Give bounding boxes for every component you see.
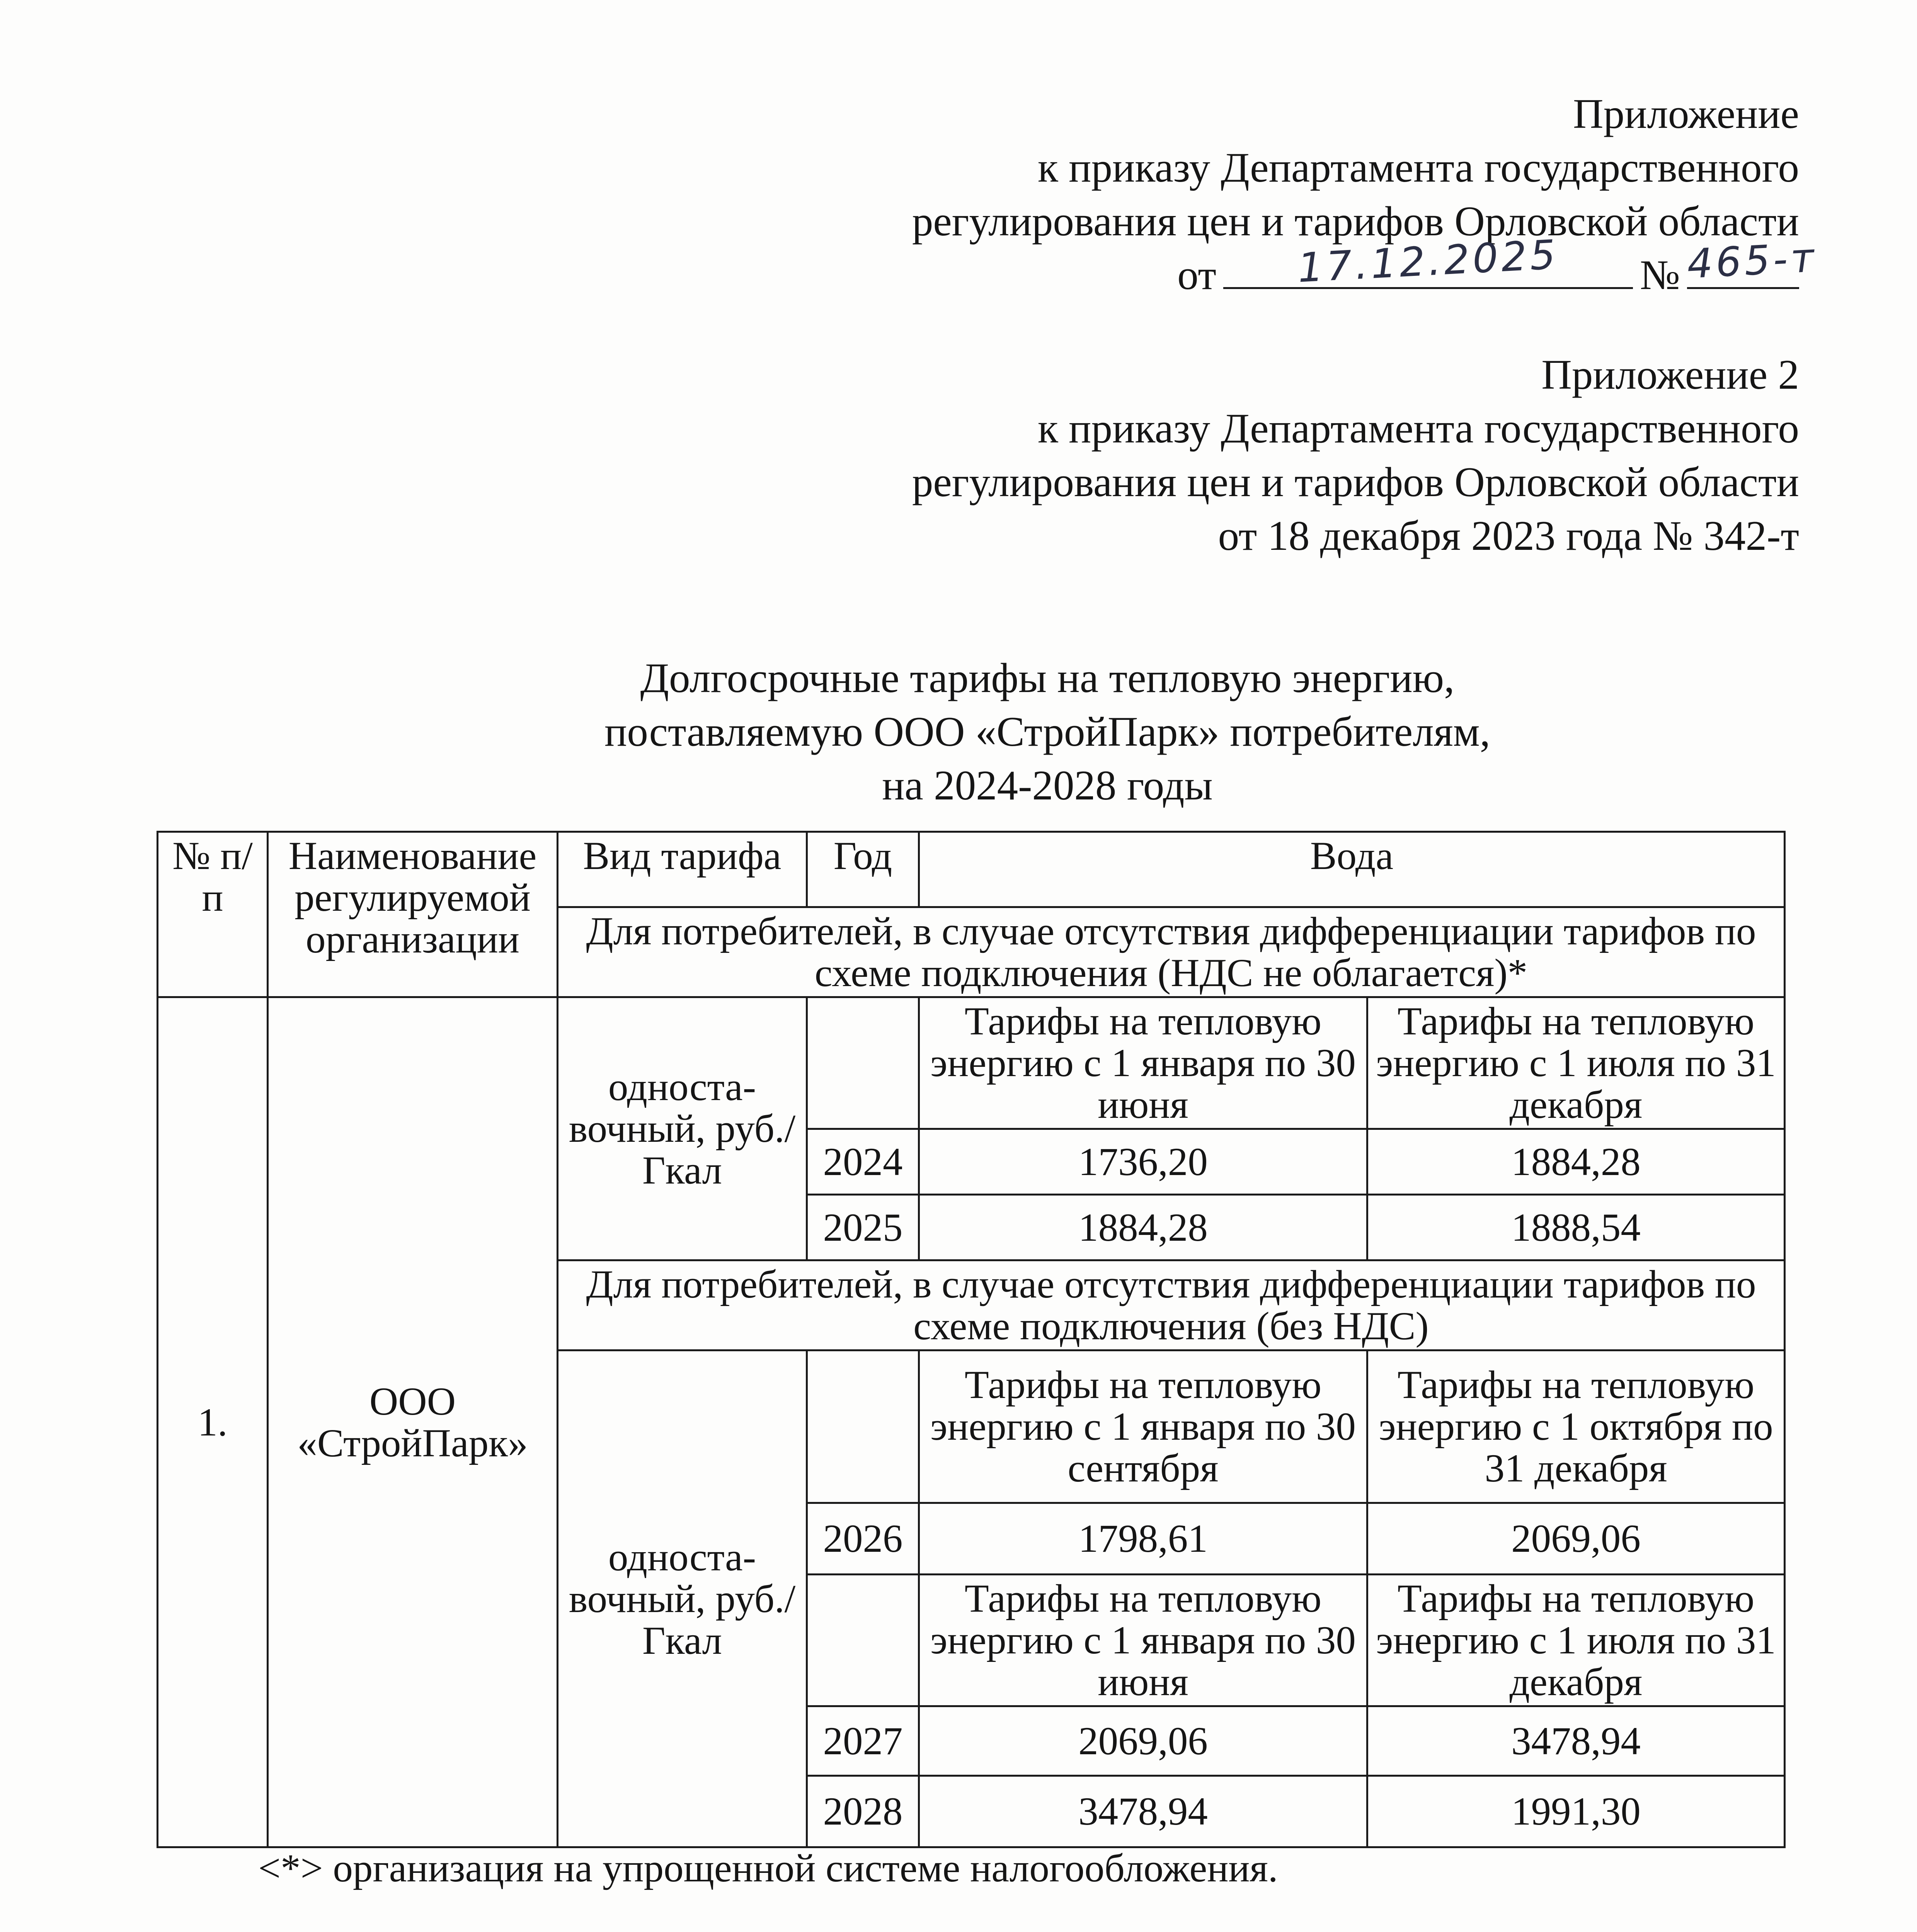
organization-name-cell: ООО «СтройПарк» xyxy=(268,997,558,1847)
handwritten-date: 17.12.2025 xyxy=(1296,231,1560,292)
section2-period2-header: Тарифы на тепловую энергию с 1 октября по 31 декабря xyxy=(1367,1350,1785,1503)
section2-period4-header: Тарифы на тепловую энергию с 1 июля по 31 декабря xyxy=(1367,1575,1785,1706)
handwritten-number: 465-т xyxy=(1686,234,1818,288)
tariff-value-cell: 2069,06 xyxy=(1367,1503,1785,1575)
title-line-3: на 2024-2028 годы xyxy=(882,762,1213,809)
amendment-header xyxy=(912,87,1818,302)
document-title xyxy=(0,651,1917,812)
section2-tariff-type-cell: односта-вочный, руб./Гкал xyxy=(558,1350,807,1847)
header2-order-line: к приказу Департамента государственного xyxy=(1037,405,1799,452)
section1-period1-header: Тарифы на тепловую энергию с 1 января по 30 июня xyxy=(919,997,1367,1129)
header2-appendix-label: Приложение 2 xyxy=(1541,351,1799,398)
section2-period1-header: Тарифы на тепловую энергию с 1 января по 30 сентября xyxy=(919,1350,1367,1503)
table-header-row xyxy=(158,832,1785,907)
number-blank xyxy=(1686,234,1818,289)
year-cell: 2024 xyxy=(807,1129,919,1195)
section2-empty-year-cell xyxy=(807,1350,919,1503)
tariff-value-cell: 3478,94 xyxy=(1367,1706,1785,1776)
header-number-cell: № п/п xyxy=(158,832,268,997)
tariff-value-cell: 2069,06 xyxy=(919,1706,1367,1776)
tariff-value-cell: 1991,30 xyxy=(1367,1776,1785,1847)
header-organization-cell: Наименование регулируемой организации xyxy=(268,832,558,997)
section1-empty-year-cell xyxy=(807,997,919,1129)
header-date-number-line xyxy=(912,231,1818,302)
tariff-value-cell: 1884,28 xyxy=(1367,1129,1785,1195)
tariff-value-cell: 3478,94 xyxy=(919,1776,1367,1847)
date-prefix: от xyxy=(1177,252,1216,298)
header-order-line: к приказу Департамента государственного xyxy=(1037,144,1799,191)
header2-date-line: от 18 декабря 2023 года № 342-т xyxy=(1218,512,1799,559)
section2-empty-year-cell-2 xyxy=(807,1575,919,1706)
year-cell: 2027 xyxy=(807,1706,919,1776)
title-line-1: Долгосрочные тарифы на тепловую энергию, xyxy=(640,655,1455,701)
tariff-table xyxy=(157,831,1786,1848)
header-appendix-label: Приложение xyxy=(1573,90,1799,137)
section2-period3-header: Тарифы на тепловую энергию с 1 января по 30 июня xyxy=(919,1575,1367,1706)
number-prefix: № xyxy=(1640,252,1680,298)
tariff-value-cell: 1888,54 xyxy=(1367,1195,1785,1260)
header-tariff-type-cell: Вид тарифа xyxy=(558,832,807,907)
section1-period2-header: Тарифы на тепловую энергию с 1 июля по 31 декабря xyxy=(1367,997,1785,1129)
section1-period-header-row xyxy=(158,997,1785,1129)
original-order-header xyxy=(912,348,1799,563)
year-cell: 2025 xyxy=(807,1195,919,1260)
tariff-value-cell: 1736,20 xyxy=(919,1129,1367,1195)
tariff-value-cell: 1798,61 xyxy=(919,1503,1367,1575)
footnote: <*> организация на упрощенной системе налогообложения. xyxy=(258,1846,1278,1890)
date-blank xyxy=(1223,231,1633,292)
header2-department-line: регулирования цен и тарифов Орловской области xyxy=(912,459,1799,505)
section1-tariff-type-cell: односта-вочный, руб./Гкал xyxy=(558,997,807,1260)
section2-caption: Для потребителей, в случае отсутствия дифференциации тарифов по схеме подключения (без НДС) xyxy=(558,1260,1785,1350)
title-line-2: поставляемую ООО «СтройПарк» потребителям, xyxy=(604,708,1490,755)
year-cell: 2026 xyxy=(807,1503,919,1575)
header-water-cell: Вода xyxy=(919,832,1785,907)
row-number-cell: 1. xyxy=(158,997,268,1847)
year-cell: 2028 xyxy=(807,1776,919,1847)
header-year-cell: Год xyxy=(807,832,919,907)
tariff-value-cell: 1884,28 xyxy=(919,1195,1367,1260)
section1-caption: Для потребителей, в случае отсутствия дифференциации тарифов по схеме подключения (НДС не облагается)* xyxy=(558,907,1785,997)
header-department-line: регулирования цен и тарифов Орловской области xyxy=(912,198,1799,245)
